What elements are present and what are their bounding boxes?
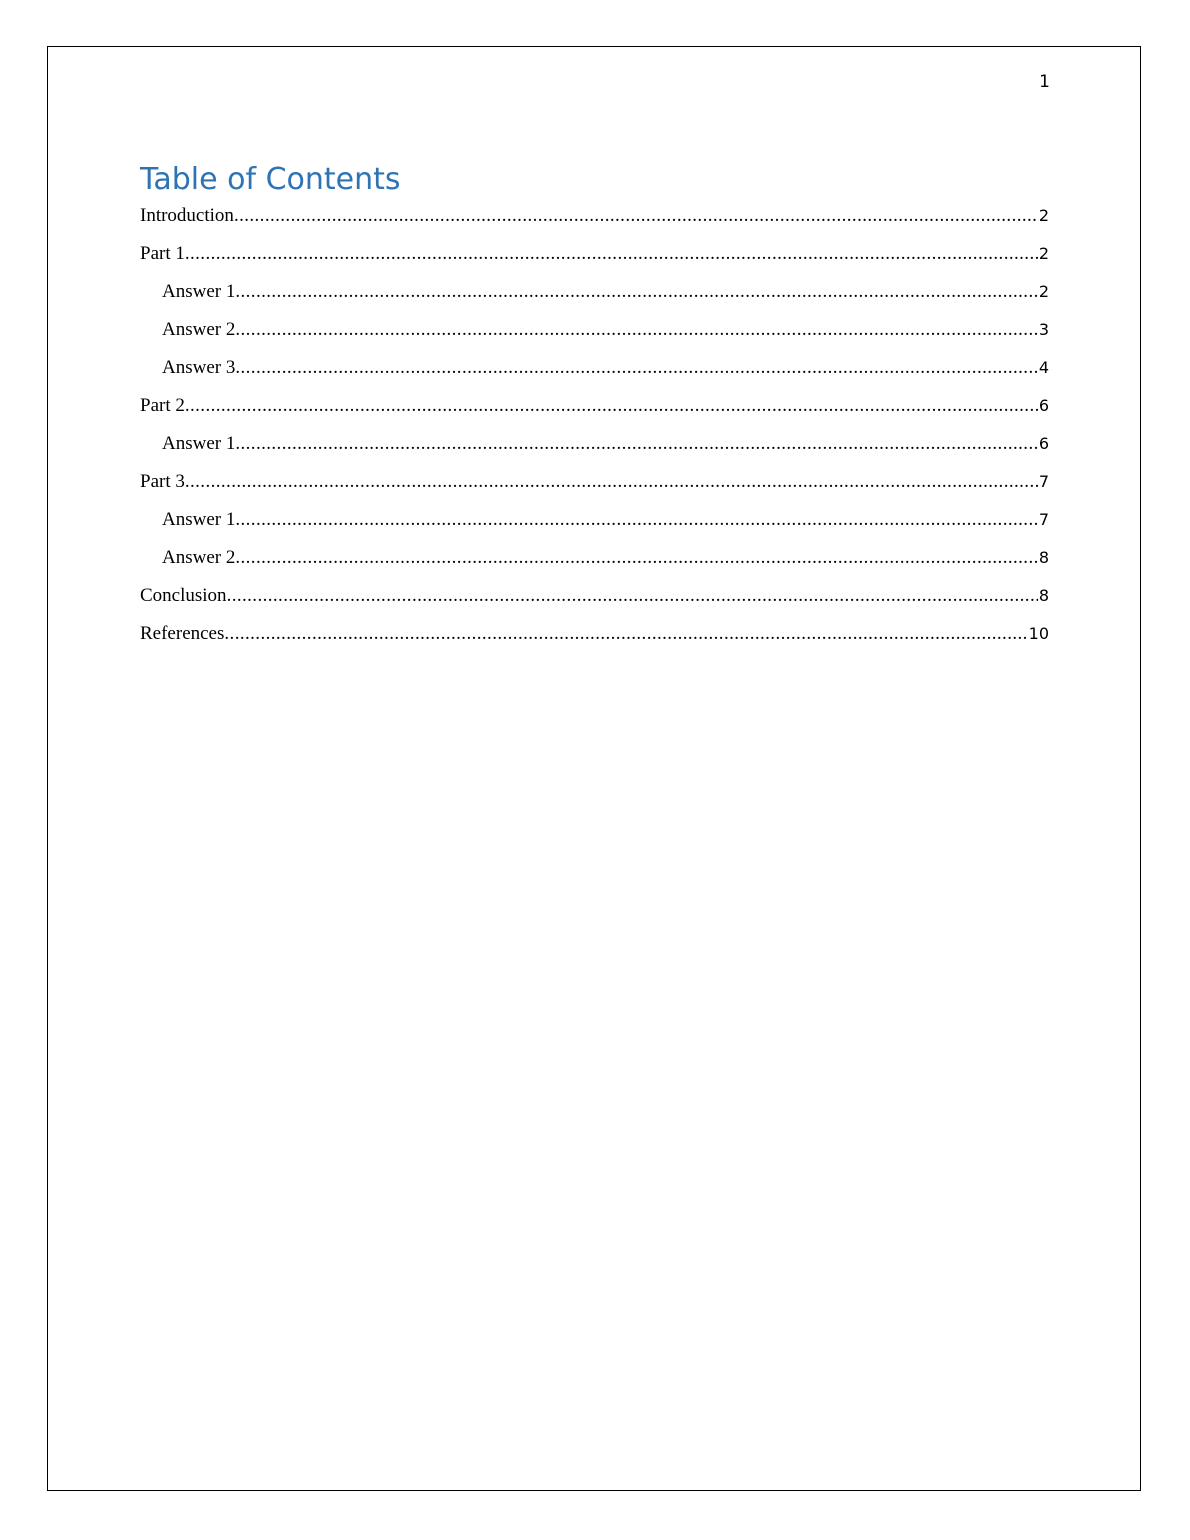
toc-entry-label: Part 3 — [140, 471, 185, 492]
toc-entry-page: 2 — [1038, 206, 1049, 225]
toc-entry-page: 8 — [1038, 586, 1049, 605]
toc-entry-label: Answer 3 — [162, 357, 236, 378]
toc-title: Table of Contents — [140, 162, 401, 197]
toc-entry-part-1-answer-2[interactable] — [140, 313, 1049, 351]
toc-entry-part-3-answer-2[interactable] — [140, 541, 1049, 579]
toc-entry-page: 4 — [1038, 358, 1049, 377]
toc-entry-part-2[interactable] — [140, 389, 1049, 427]
toc-dot-leader — [235, 275, 1037, 309]
page-number: 1 — [1039, 72, 1050, 92]
toc-dot-leader — [227, 579, 1038, 613]
toc-entry-page: 7 — [1038, 510, 1049, 529]
toc-entry-part-3[interactable] — [140, 465, 1049, 503]
toc-entry-label: Introduction — [140, 205, 234, 226]
toc-entry-label: Part 2 — [140, 395, 185, 416]
toc-entry-introduction[interactable] — [140, 199, 1049, 237]
toc-entry-page: 3 — [1038, 320, 1049, 339]
toc-entry-label: Answer 1 — [162, 281, 236, 302]
toc-dot-leader — [235, 427, 1037, 461]
toc-entry-label: Answer 1 — [162, 433, 236, 454]
toc-dot-leader — [235, 351, 1037, 385]
toc-entry-conclusion[interactable] — [140, 579, 1049, 617]
toc-dot-leader — [185, 389, 1038, 423]
toc-entry-page: 6 — [1038, 434, 1049, 453]
toc-entry-part-2-answer-1[interactable] — [140, 427, 1049, 465]
toc-dot-leader — [235, 503, 1037, 537]
toc-dot-leader — [224, 617, 1027, 651]
toc-dot-leader — [235, 541, 1037, 575]
toc-entry-label: Answer 2 — [162, 319, 236, 340]
toc-entry-page: 7 — [1038, 472, 1049, 491]
toc-dot-leader — [235, 313, 1037, 347]
toc-entry-label: Conclusion — [140, 585, 227, 606]
toc-entry-part-1-answer-3[interactable] — [140, 351, 1049, 389]
toc-entry-label: Answer 1 — [162, 509, 236, 530]
toc-entry-label: Part 1 — [140, 243, 185, 264]
toc-entry-part-1-answer-1[interactable] — [140, 275, 1049, 313]
toc-entry-page: 8 — [1038, 548, 1049, 567]
toc-entry-label: References — [140, 623, 225, 644]
toc-entry-page: 2 — [1038, 244, 1049, 263]
toc-entry-part-3-answer-1[interactable] — [140, 503, 1049, 541]
toc-entry-references[interactable] — [140, 617, 1049, 655]
toc-entry-label: Answer 2 — [162, 547, 236, 568]
toc-dot-leader — [185, 237, 1038, 271]
toc-dot-leader — [234, 199, 1038, 233]
toc-list — [140, 199, 1049, 655]
toc-entry-page: 6 — [1038, 396, 1049, 415]
toc-dot-leader — [185, 465, 1038, 499]
toc-entry-page: 10 — [1028, 624, 1049, 643]
toc-entry-part-1[interactable] — [140, 237, 1049, 275]
toc-entry-page: 2 — [1038, 282, 1049, 301]
